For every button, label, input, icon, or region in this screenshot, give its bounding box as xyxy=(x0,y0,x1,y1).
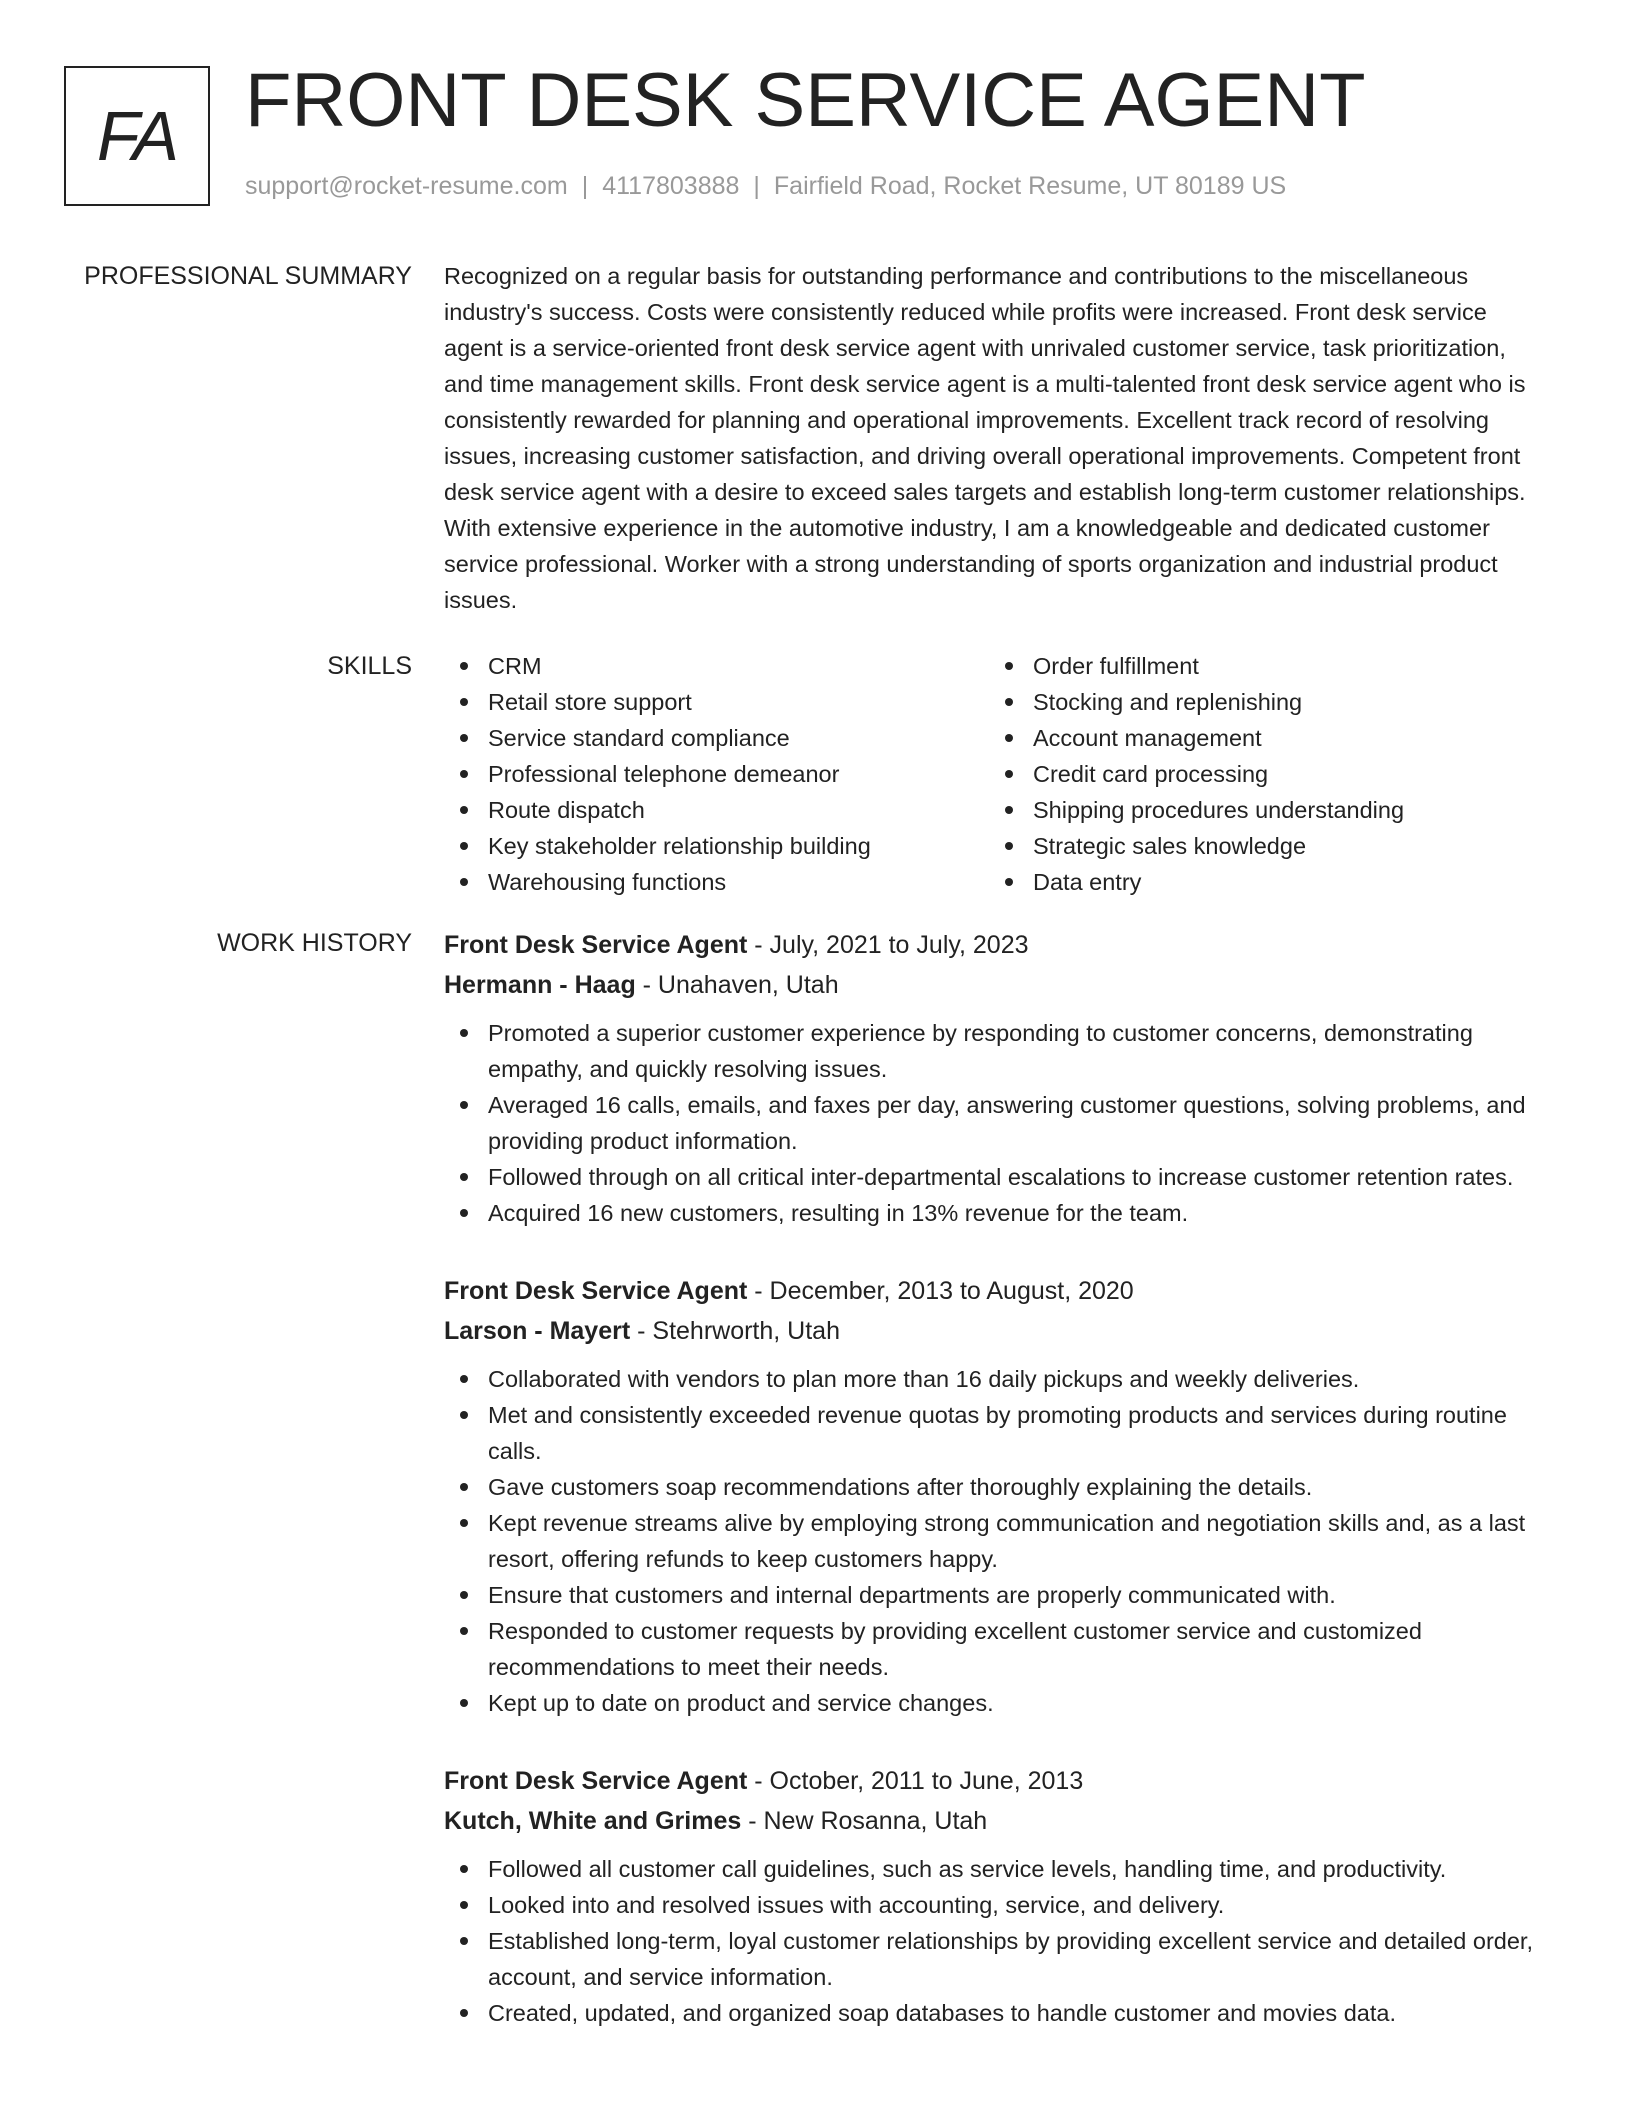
work-heading: WORK HISTORY xyxy=(217,929,412,957)
job-bullet: Looked into and resolved issues with accounting, service, and delivery. xyxy=(444,1887,1544,1923)
job-dates: - October, 2011 to June, 2013 xyxy=(747,1767,1084,1795)
job-bullet: Collaborated with vendors to plan more than 16 daily pickups and weekly deliveries. xyxy=(444,1361,1544,1397)
job-title-line xyxy=(444,1271,1544,1311)
contact-phone[interactable]: 4117803888 xyxy=(602,172,740,200)
job-company-line xyxy=(444,1311,1544,1351)
job-dates: - July, 2021 to July, 2023 xyxy=(747,931,1029,959)
skill-item: Warehousing functions xyxy=(444,864,989,900)
job-bullet: Met and consistently exceeded revenue quotas by promoting products and services during routine calls. xyxy=(444,1397,1544,1469)
job-title: Front Desk Service Agent xyxy=(444,1767,748,1795)
job-bullet: Kept up to date on product and service changes. xyxy=(444,1685,1544,1721)
job-dates: - December, 2013 to August, 2020 xyxy=(747,1277,1134,1305)
skill-item: Order fulfillment xyxy=(989,648,1534,684)
job-location: - Unahaven, Utah xyxy=(635,971,839,999)
job-title-line xyxy=(444,925,1544,965)
skill-item: Retail store support xyxy=(444,684,989,720)
job-company-line xyxy=(444,1801,1544,1841)
skills-heading: SKILLS xyxy=(327,652,412,680)
skill-item: Data entry xyxy=(989,864,1534,900)
job-title: Front Desk Service Agent xyxy=(444,1277,748,1305)
summary-body xyxy=(444,258,1544,618)
skills-column-left xyxy=(444,648,989,900)
job-bullet: Promoted a superior customer experience by responding to customer concerns, demonstrating empathy, and quickly resolving issues. xyxy=(444,1015,1544,1087)
skill-item: Stocking and replenishing xyxy=(989,684,1534,720)
skills-columns xyxy=(444,648,1544,900)
contact-line xyxy=(245,172,1286,201)
skill-item: Service standard compliance xyxy=(444,720,989,756)
job-bullets xyxy=(444,1361,1544,1721)
contact-address: Fairfield Road, Rocket Resume, UT 80189 US xyxy=(773,172,1287,200)
skill-item: Account management xyxy=(989,720,1534,756)
job-title: Front Desk Service Agent xyxy=(444,931,748,959)
job-entry xyxy=(444,1761,1544,2031)
contact-email[interactable]: support@rocket-resume.com xyxy=(245,172,568,200)
job-bullet: Gave customers soap recommendations after thoroughly explaining the details. xyxy=(444,1469,1544,1505)
job-bullet: Followed all customer call guidelines, such as service levels, handling time, and productivity. xyxy=(444,1851,1544,1887)
job-location: - New Rosanna, Utah xyxy=(741,1807,988,1835)
resume-title: FRONT DESK SERVICE AGENT xyxy=(245,58,1366,143)
job-title-line xyxy=(444,1761,1544,1801)
summary-heading: PROFESSIONAL SUMMARY xyxy=(84,262,412,290)
skills-body xyxy=(444,648,1544,900)
job-location: - Stehrworth, Utah xyxy=(630,1317,840,1345)
job-bullets xyxy=(444,1015,1544,1231)
skill-item: Route dispatch xyxy=(444,792,989,828)
job-bullet: Acquired 16 new customers, resulting in 13% revenue for the team. xyxy=(444,1195,1544,1231)
skill-item: Professional telephone demeanor xyxy=(444,756,989,792)
monogram-initials: FA xyxy=(96,97,178,175)
job-company-line xyxy=(444,965,1544,1005)
job-company: Larson - Mayert xyxy=(444,1317,631,1345)
job-company: Hermann - Haag xyxy=(444,971,636,999)
job-company: Kutch, White and Grimes xyxy=(444,1807,742,1835)
job-entry xyxy=(444,1271,1544,1721)
job-bullet: Established long-term, loyal customer relationships by providing excellent service and detailed order, account, and service information. xyxy=(444,1923,1544,1995)
contact-separator: | xyxy=(753,172,760,200)
job-bullet: Averaged 16 calls, emails, and faxes per day, answering customer questions, solving problems, and providing product information. xyxy=(444,1087,1544,1159)
job-entry xyxy=(444,925,1544,1231)
skill-item: CRM xyxy=(444,648,989,684)
job-bullets xyxy=(444,1851,1544,2031)
work-body xyxy=(444,925,1544,2071)
skill-item: Key stakeholder relationship building xyxy=(444,828,989,864)
summary-text: Recognized on a regular basis for outstanding performance and contributions to the miscellaneous industry's success. Costs were consistently reduced while profits were increased. Front desk service agent is a service-oriented front desk service agent with unrivaled customer service, task prioritization, and time management skills. Front desk service agent is a multi-talented front desk service agent who is consistently rewarded for planning and operational improvements. Excellent track record of resolving issues, increasing customer satisfaction, and driving overall operational improvements. Competent front desk service agent with a desire to exceed sales targets and establish long-term customer relationships. With extensive experience in the automotive industry, I am a knowledgeable and dedicated customer service professional. Worker with a strong understanding of sports organization and industrial product issues. xyxy=(444,263,1526,613)
job-bullet: Kept revenue streams alive by employing strong communication and negotiation skills and, as a last resort, offering refunds to keep customers happy. xyxy=(444,1505,1544,1577)
job-bullet: Followed through on all critical inter-departmental escalations to increase customer retention rates. xyxy=(444,1159,1544,1195)
skill-item: Shipping procedures understanding xyxy=(989,792,1534,828)
skill-item: Credit card processing xyxy=(989,756,1534,792)
skill-item: Strategic sales knowledge xyxy=(989,828,1534,864)
skills-column-right xyxy=(989,648,1534,900)
job-bullet: Created, updated, and organized soap databases to handle customer and movies data. xyxy=(444,1995,1544,2031)
monogram-box xyxy=(64,66,210,206)
job-bullet: Ensure that customers and internal departments are properly communicated with. xyxy=(444,1577,1544,1613)
job-bullet: Responded to customer requests by providing excellent customer service and customized recommendations to meet their needs. xyxy=(444,1613,1544,1685)
contact-separator: | xyxy=(581,172,589,200)
